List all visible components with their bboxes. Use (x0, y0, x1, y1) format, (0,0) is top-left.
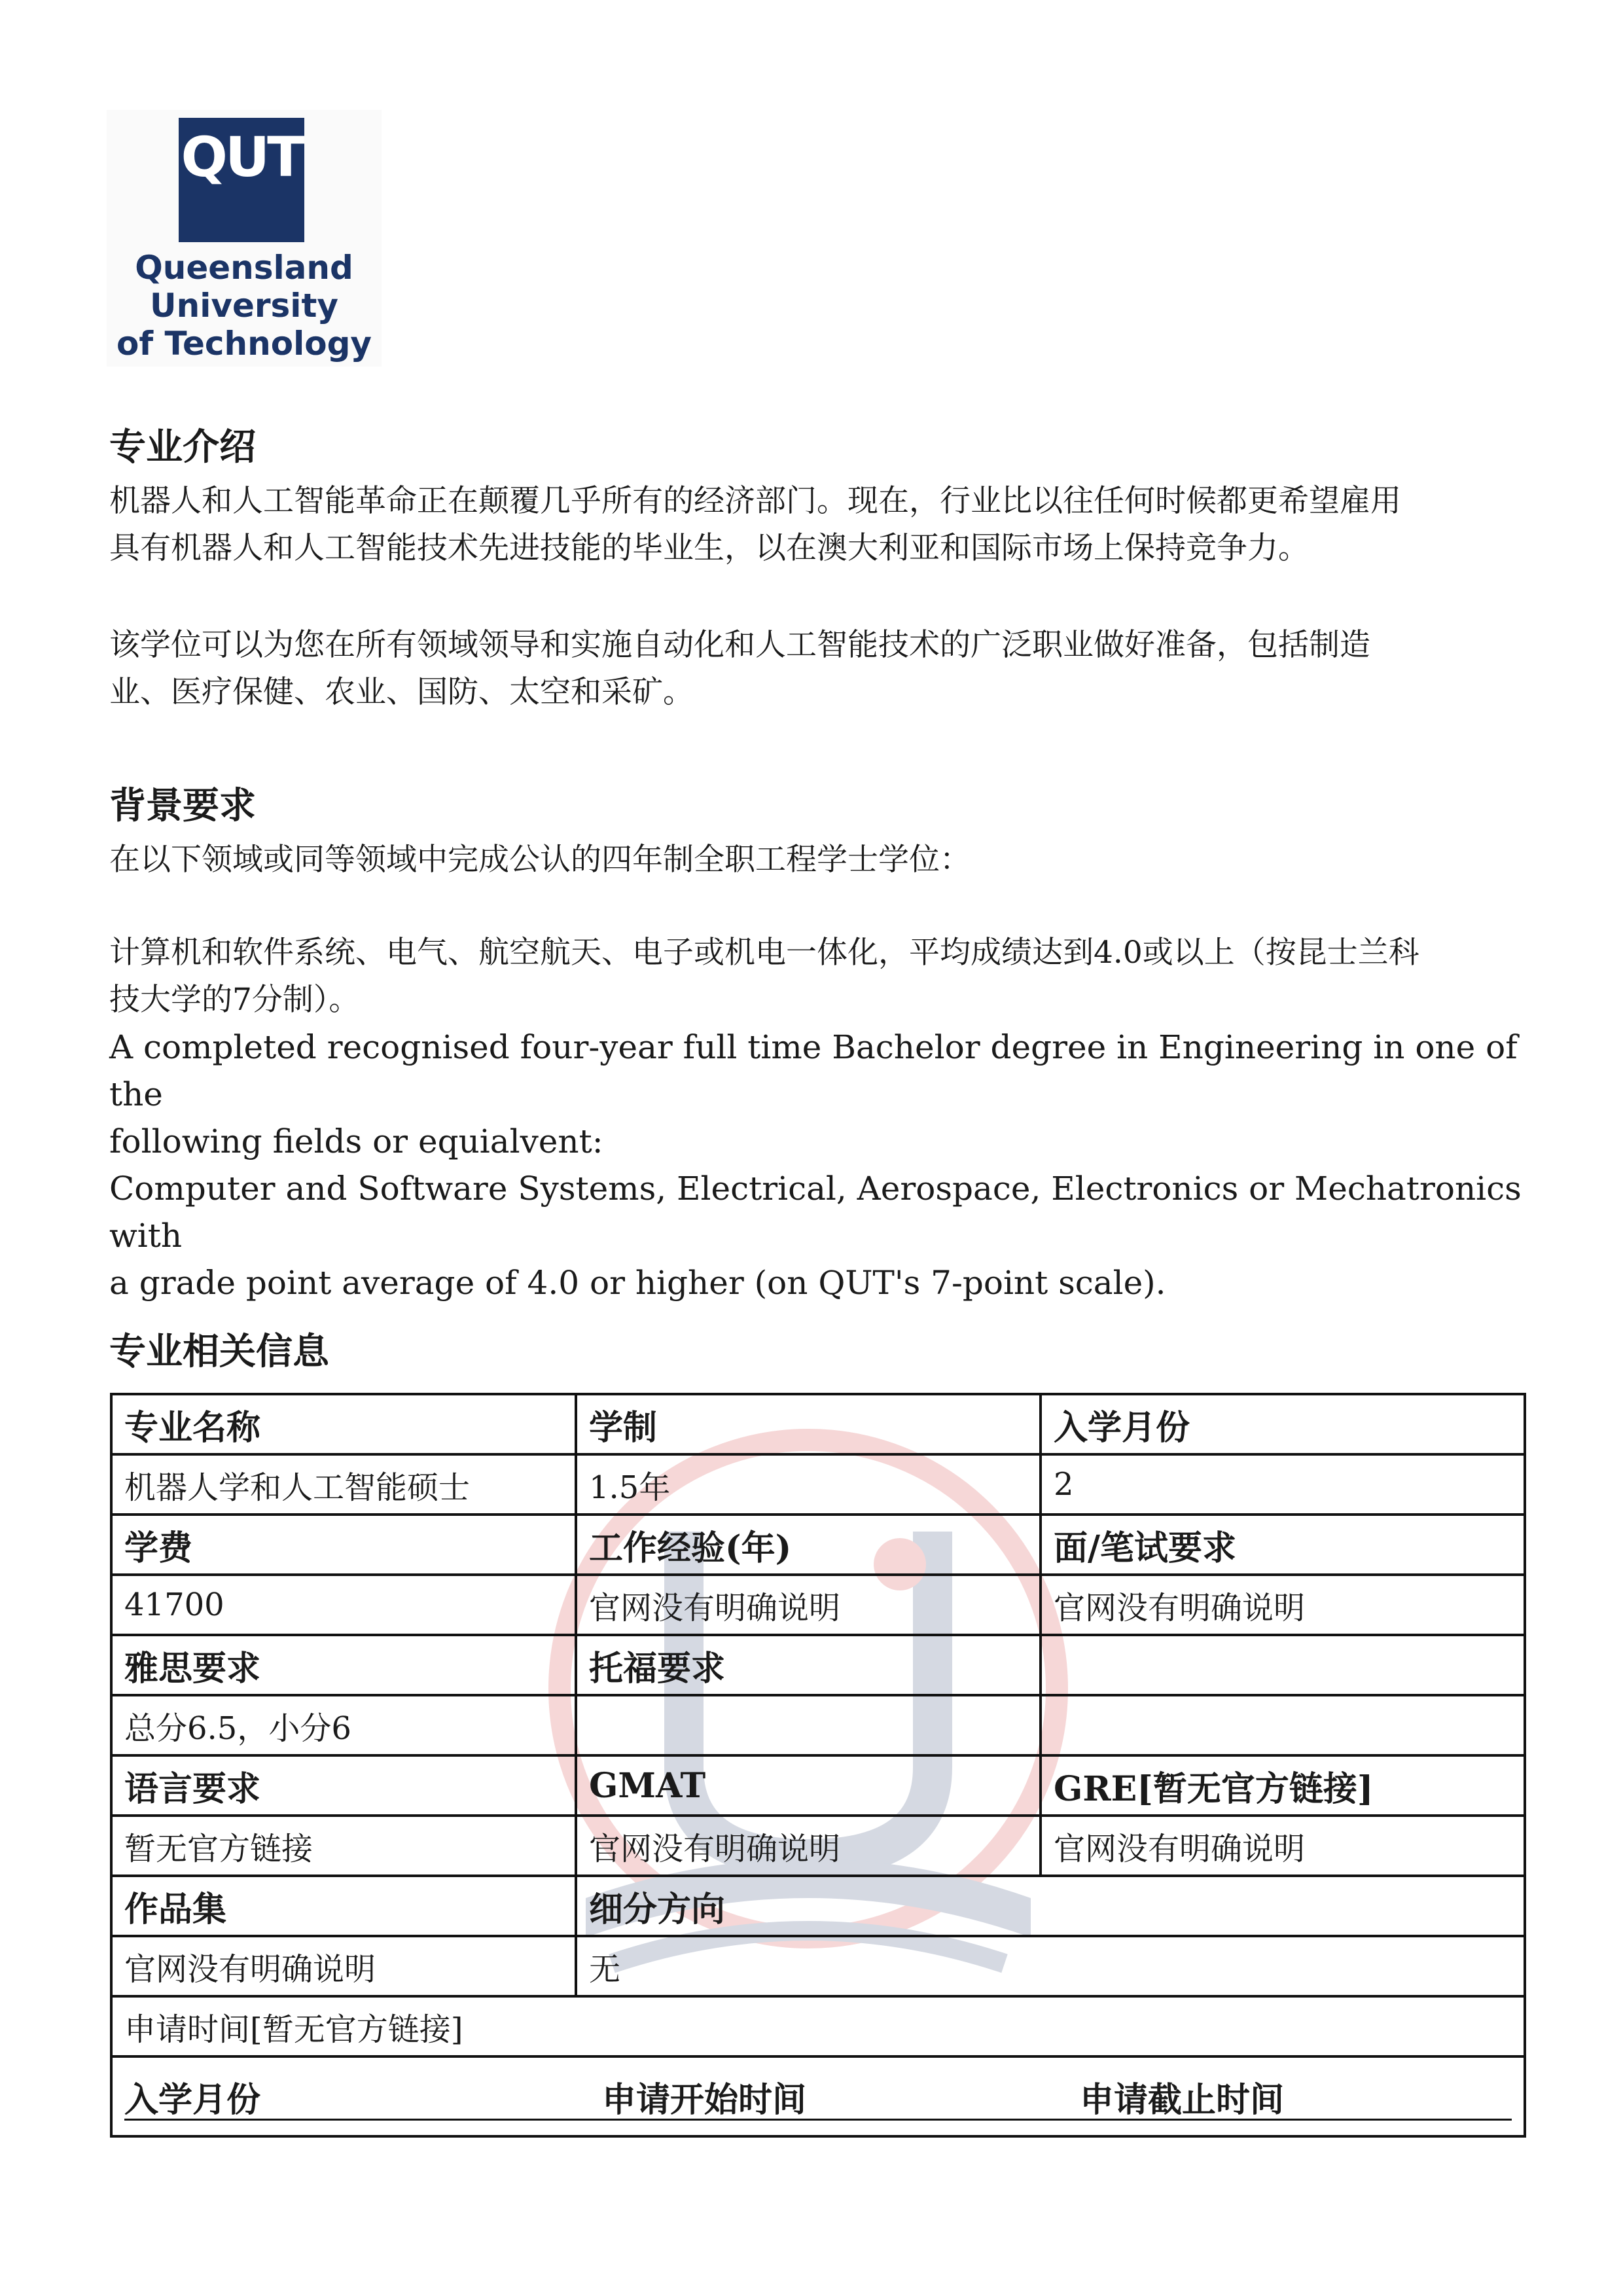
background-paragraph: 在以下领域或同等领域中完成公认的四年制全职工程学士学位： (109, 842, 971, 878)
application-time-cell: 申请时间[暂无官方链接] (111, 1996, 1525, 2056)
table-header-cell: 入学月份 (1041, 1394, 1525, 1454)
table-row (111, 1816, 1525, 1876)
background-paragraph-en: Computer and Software Systems, Electrical, Aerospace, Electronics or Mechatronics with a grade point average of 4.0 or higher (on QUT's 7-point scale). (109, 1170, 1522, 1302)
table-cell: 1.5年 (576, 1454, 1041, 1515)
application-dates-header (111, 2056, 1525, 2136)
table-header-cell: 细分方向 (576, 1876, 1525, 1936)
logo-line: Queensland (135, 249, 353, 287)
table-header-cell: 面/笔试要求 (1041, 1515, 1525, 1575)
table-row (111, 1575, 1525, 1635)
table-cell: 总分6.5，小分6 (111, 1695, 576, 1755)
logo-line: University (150, 287, 338, 325)
table-row (111, 1876, 1525, 1936)
table-cell: 2 (1041, 1454, 1525, 1515)
intro-paragraph: 机器人和人工智能革命正在颠覆几乎所有的经济部门。现在，行业比以往任何时候都更希望雇用 具有机器人和人工智能技术先进技能的毕业生，以在澳大利亚和国际市场上保持竞争力。 (109, 483, 1401, 566)
table-row (111, 1394, 1525, 1454)
divider (124, 2119, 1512, 2121)
table-header-cell (1041, 1635, 1525, 1695)
table-row (111, 1996, 1525, 2056)
table-header-cell: 入学月份 (124, 2079, 261, 2120)
background-paragraph-en: A completed recognised four-year full time Bachelor degree in Engineering in one of the following fields or equialvent: (109, 1028, 1518, 1160)
table-row (111, 1695, 1525, 1755)
program-info-table (110, 1393, 1526, 2138)
table-header-cell: GMAT (576, 1755, 1041, 1816)
table-row (111, 1515, 1525, 1575)
table-cell: 官网没有明确说明 (576, 1575, 1041, 1635)
table-cell: 机器人学和人工智能硕士 (111, 1454, 576, 1515)
table-header-cell: 作品集 (111, 1876, 576, 1936)
section-title-info: 专业相关信息 (109, 1330, 329, 1373)
table-cell (576, 1695, 1041, 1755)
intro-paragraph: 该学位可以为您在所有领域领导和实施自动化和人工智能技术的广泛职业做好准备，包括制造 业、医疗保健、农业、国防、太空和采矿。 (109, 627, 1370, 710)
table-cell: 41700 (111, 1575, 576, 1635)
table-cell: 暂无官方链接 (111, 1816, 576, 1876)
table-cell: 官网没有明确说明 (1041, 1816, 1525, 1876)
section-title-background: 背景要求 (109, 784, 256, 827)
table-header-cell: 申请开始时间 (602, 2079, 807, 2120)
table-header-cell: GRE[暂无官方链接] (1041, 1755, 1525, 1816)
table-cell: 官网没有明确说明 (111, 1936, 576, 1996)
table-header-cell: 申请截止时间 (1080, 2079, 1285, 2120)
logo-line: of Technology (116, 325, 372, 363)
table-cell (1041, 1695, 1525, 1755)
table-header-cell: 专业名称 (111, 1394, 576, 1454)
table-row (111, 1635, 1525, 1695)
table-header-cell: 托福要求 (576, 1635, 1041, 1695)
section-title-intro: 专业介绍 (109, 425, 256, 469)
table-header-cell: 工作经验(年) (576, 1515, 1041, 1575)
table-header-cell: 学制 (576, 1394, 1041, 1454)
background-paragraph: 计算机和软件系统、电气、航空航天、电子或机电一体化，平均成绩达到4.0或以上（按昆士兰科 技大学的7分制）。 (109, 935, 1419, 1018)
table-row (111, 1454, 1525, 1515)
table-cell: 官网没有明确说明 (576, 1816, 1041, 1876)
table-row (111, 2056, 1525, 2136)
table-cell: 官网没有明确说明 (1041, 1575, 1525, 1635)
logo-wordmark (107, 249, 382, 363)
logo-mark: QUT (179, 118, 304, 242)
table-header-cell: 语言要求 (111, 1755, 576, 1816)
table-cell: 无 (576, 1936, 1525, 1996)
table-header-cell: 雅思要求 (111, 1635, 576, 1695)
table-header-cell: 学费 (111, 1515, 576, 1575)
university-logo (107, 110, 382, 367)
table-row (111, 1936, 1525, 1996)
table-row (111, 1755, 1525, 1816)
